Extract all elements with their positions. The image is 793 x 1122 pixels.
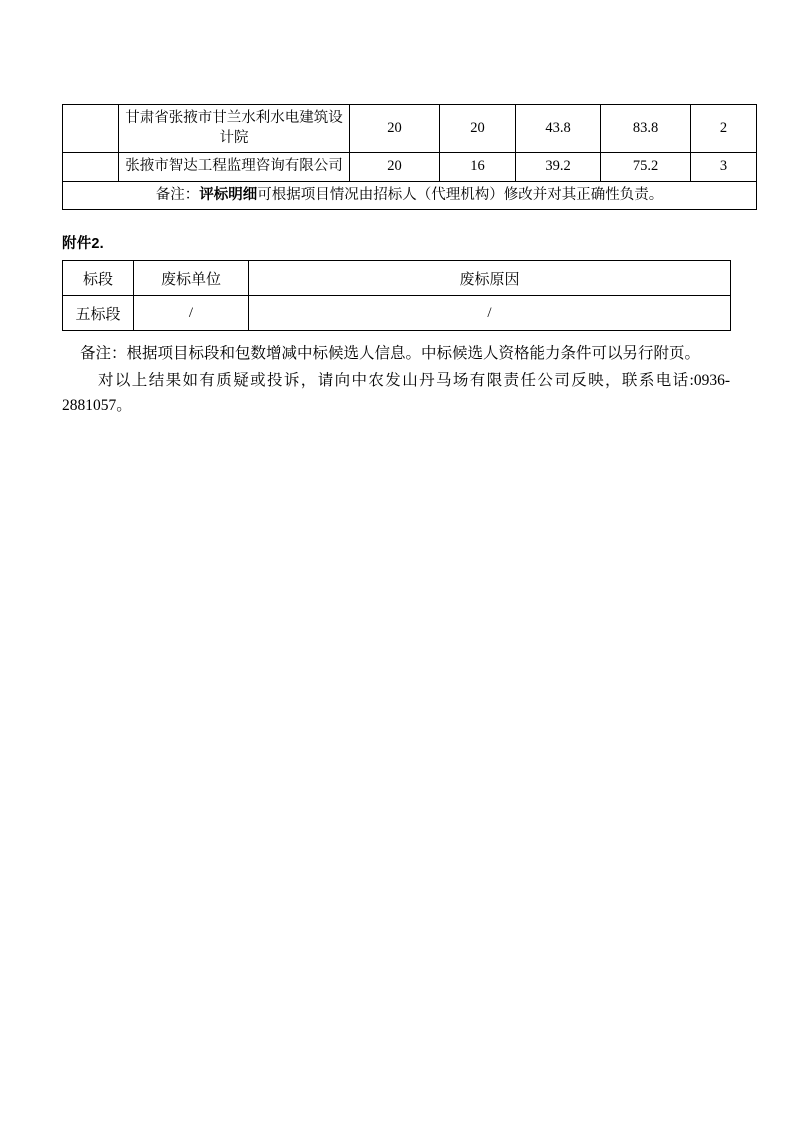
- note-bold-text: 评标明细: [199, 186, 258, 203]
- rank-cell: 2: [691, 105, 757, 153]
- column-header-unit: 废标单位: [134, 261, 249, 296]
- attachment-title: 附件2.: [62, 236, 104, 253]
- bidder-name-cell: 甘肃省张掖市甘兰水利水电建筑设计院: [119, 105, 350, 153]
- table-row: [63, 296, 731, 331]
- attachment-note-paragraph: 备注：根据项目标段和包数增减中标候选人信息。中标候选人资格能力条件可以另行附页。: [80, 345, 701, 363]
- note-text: 可根据项目情况由招标人（代理机构）修改并对其正确性负责。: [257, 186, 664, 203]
- evaluation-detail-table: [62, 104, 757, 210]
- table-note-cell: [63, 181, 757, 210]
- total-score-cell: 83.8: [601, 105, 691, 153]
- rank-cell: 3: [691, 153, 757, 182]
- score-cell-3: 43.8: [516, 105, 601, 153]
- table-note-row: [63, 181, 757, 210]
- score-cell-2: 16: [440, 153, 516, 182]
- column-header-section: 标段: [63, 261, 134, 296]
- table-header-row: [63, 261, 731, 296]
- reason-cell: /: [249, 296, 731, 331]
- row-index-cell: [63, 105, 119, 153]
- score-cell-1: 20: [350, 105, 440, 153]
- rejected-bids-table: [62, 260, 731, 331]
- score-cell-3: 39.2: [516, 153, 601, 182]
- row-index-cell: [63, 153, 119, 182]
- table-row: [63, 105, 757, 153]
- column-header-reason: 废标原因: [249, 261, 731, 296]
- total-score-cell: 75.2: [601, 153, 691, 182]
- document-content: [62, 104, 730, 419]
- score-cell-1: 20: [350, 153, 440, 182]
- unit-cell: /: [134, 296, 249, 331]
- bidder-name-cell: 张掖市智达工程监理咨询有限公司: [119, 153, 350, 182]
- table-row: [63, 153, 757, 182]
- complaint-contact-paragraph: 对以上结果如有质疑或投诉，请向中农发山丹马场有限责任公司反映，联系电话:0936-2881057。: [62, 372, 730, 415]
- score-cell-2: 20: [440, 105, 516, 153]
- section-cell: 五标段: [63, 296, 134, 331]
- note-label: 备注：: [155, 186, 200, 203]
